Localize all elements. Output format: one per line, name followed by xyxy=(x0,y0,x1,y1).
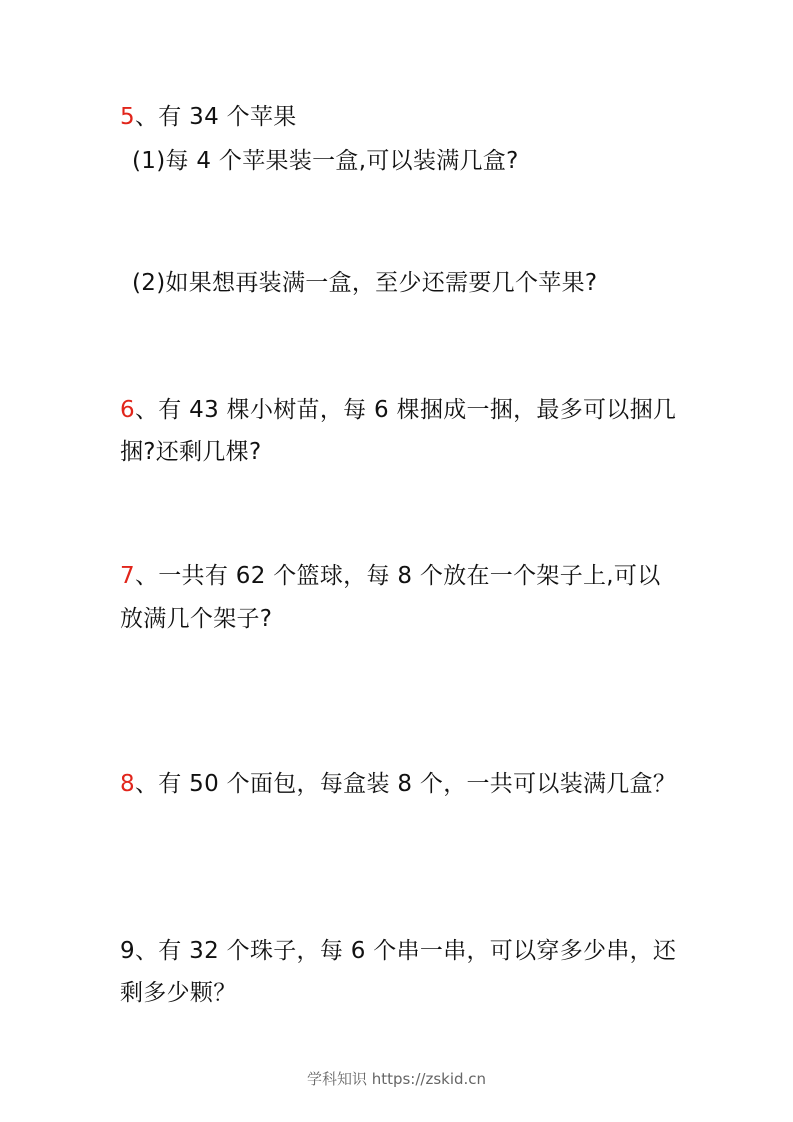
question-number: 6 xyxy=(120,397,135,423)
question-text: 有 32 个珠子，每 6 个串一串，可以穿多少串，还 xyxy=(158,938,677,964)
question-7-line-2: 放满几个架子? xyxy=(120,606,273,632)
question-5-part-1: (1)每 4 个苹果装一盒,可以装满几盒? xyxy=(132,148,519,174)
page-footer: 学科知识 https://zskid.cn xyxy=(306,1070,487,1088)
question-separator: 、 xyxy=(134,397,159,423)
question-separator: 、 xyxy=(134,563,159,589)
question-6-line-2: 捆?还剩几棵? xyxy=(120,439,262,465)
question-number: 8 xyxy=(120,771,135,797)
question-6-line-1 xyxy=(120,395,676,425)
question-text: 有 50 个面包，每盒装 8 个，一共可以装满几盒？ xyxy=(158,771,677,797)
question-number: 5 xyxy=(120,104,135,130)
question-9-line-1 xyxy=(120,936,676,966)
question-8-line-1 xyxy=(120,769,676,799)
question-5-title xyxy=(120,102,297,132)
question-text: 有 43 棵小树苗，每 6 棵捆成一捆，最多可以捆几 xyxy=(158,397,677,423)
question-separator: 、 xyxy=(134,938,159,964)
question-5-part-2: (2)如果想再装满一盒，至少还需要几个苹果? xyxy=(132,270,598,296)
question-7-line-1 xyxy=(120,561,661,591)
question-number: 9 xyxy=(120,938,135,964)
question-separator: 、 xyxy=(134,104,159,130)
question-number: 7 xyxy=(120,563,135,589)
question-separator: 、 xyxy=(134,771,159,797)
question-text: 一共有 62 个篮球，每 8 个放在一个架子上,可以 xyxy=(158,563,661,589)
question-9-line-2: 剩多少颗？ xyxy=(120,980,237,1006)
question-text: 有 34 个苹果 xyxy=(158,104,297,130)
